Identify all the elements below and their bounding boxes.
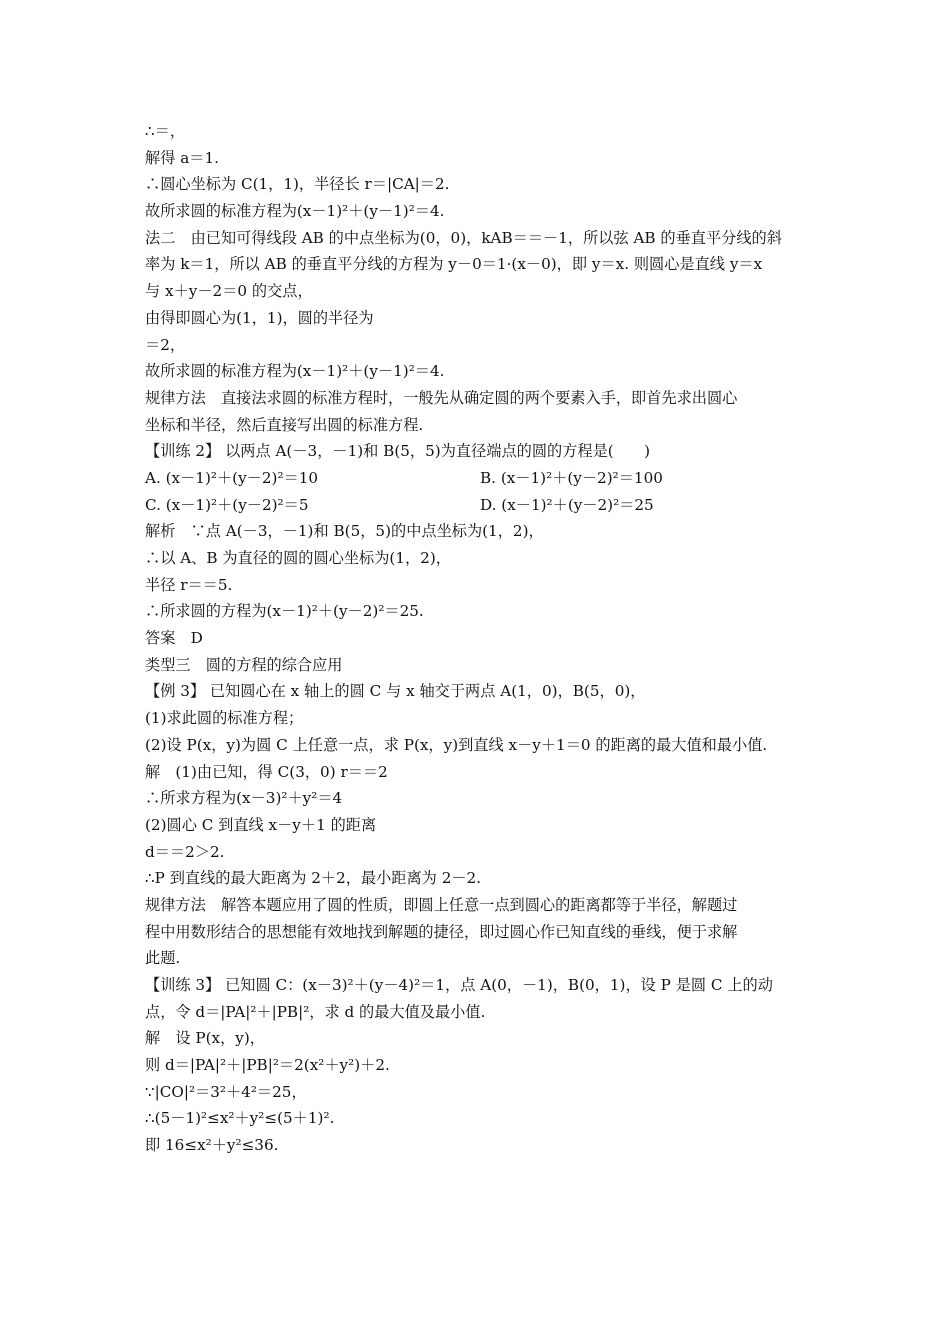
text-line: 【训练 3】 已知圆 C：(x－3)²＋(y－4)²＝1，点 A(0，－1)，B(0，1)，设 P 是圆 C 上的动 (145, 976, 773, 994)
text-line: ∴P 到直线的最大距离为 2＋2，最小距离为 2－2. (145, 869, 482, 888)
answer-line: 答案 D (145, 629, 203, 648)
text-line: 解 (1)由已知，得 C(3，0) r＝＝2 (145, 762, 388, 781)
text-line: 解 设 P(x，y)， (145, 1029, 265, 1048)
text-line: d＝＝2＞2. (145, 842, 225, 861)
text-line: 与 x＋y－2＝0 的交点， (145, 282, 313, 301)
text-line: (2)圆心 C 到直线 x－y＋1 的距离 (145, 815, 377, 834)
text-line: ∴＝， (145, 122, 186, 140)
text-line: ＝2， (145, 335, 186, 354)
option-d: D. (x－1)²＋(y－2)²＝25 (480, 495, 654, 514)
text-line: 【训练 2】 以两点 A(－3，－1)和 B(5，5)为直径端点的圆的方程是( ) (145, 442, 650, 461)
option-b: B. (x－1)²＋(y－2)²＝100 (480, 468, 663, 487)
text-line: 即 16≤x²＋y²≤36. (145, 1136, 279, 1155)
text-line: 半径 r＝＝5. (145, 575, 233, 594)
options-row (145, 465, 815, 492)
document-body (145, 118, 815, 1159)
text-line: 故所求圆的标准方程为(x－1)²＋(y－1)²＝4. (145, 202, 445, 221)
option-c: C. (x－1)²＋(y－2)²＝5 (145, 495, 309, 514)
text-line: 故所求圆的标准方程为(x－1)²＋(y－1)²＝4. (145, 362, 445, 381)
text-line: 规律方法 解答本题应用了圆的性质，即圆上任意一点到圆心的距离都等于半径，解题过 (145, 895, 738, 914)
text-line: 程中用数形结合的思想能有效地找到解题的捷径，即过圆心作已知直线的垂线，便于求解 (145, 922, 738, 941)
text-line: 此题. (145, 949, 181, 968)
text-line: 点，令 d＝|PA|²＋|PB|²，求 d 的最大值及最小值. (145, 1002, 486, 1021)
text-line: 坐标和半径，然后直接写出圆的标准方程. (145, 415, 424, 434)
text-line: 法二 由已知可得线段 AB 的中点坐标为(0，0)，kAB＝＝－1，所以弦 AB 的垂直平分线的斜 (145, 228, 782, 247)
options-row (145, 492, 815, 519)
text-line: ∴以 A、B 为直径的圆的圆心坐标为(1，2)， (145, 549, 451, 567)
text-line: 率为 k＝1，所以 AB 的垂直平分线的方程为 y－0＝1·(x－0)，即 y＝x. 则圆心是直线 y＝x (145, 255, 763, 274)
option-a: A. (x－1)²＋(y－2)²＝10 (145, 468, 319, 487)
text-line: (1)求此圆的标准方程； (145, 709, 304, 728)
text-line: 解得 a＝1. (145, 148, 219, 167)
text-line: ∴所求圆的方程为(x－1)²＋(y－2)²＝25. (145, 602, 424, 621)
text-line: ∵|CO|²＝3²＋4²＝25， (145, 1082, 307, 1101)
text-line: 解析 ∵点 A(－3，－1)和 B(5，5)的中点坐标为(1，2)， (145, 522, 544, 541)
text-line: ∴圆心坐标为 C(1，1)，半径长 r＝|CA|＝2. (145, 175, 450, 194)
text-line: 【例 3】 已知圆心在 x 轴上的圆 C 与 x 轴交于两点 A(1，0)，B(5，0)， (145, 682, 646, 701)
text-line: ∴所求方程为(x－3)²＋y²＝4 (145, 789, 343, 808)
text-line: 规律方法 直接法求圆的标准方程时，一般先从确定圆的两个要素入手，即首先求出圆心 (145, 388, 738, 407)
text-line: (2)设 P(x，y)为圆 C 上任意一点，求 P(x，y)到直线 x－y＋1＝0 的距离的最大值和最小值. (145, 735, 768, 754)
text-line: 则 d＝|PA|²＋|PB|²＝2(x²＋y²)＋2. (145, 1056, 390, 1075)
text-line: ∴(5－1)²≤x²＋y²≤(5＋1)². (145, 1109, 335, 1128)
text-line: 由得即圆心为(1，1)，圆的半径为 (145, 308, 374, 327)
section-heading: 类型三 圆的方程的综合应用 (145, 655, 343, 674)
